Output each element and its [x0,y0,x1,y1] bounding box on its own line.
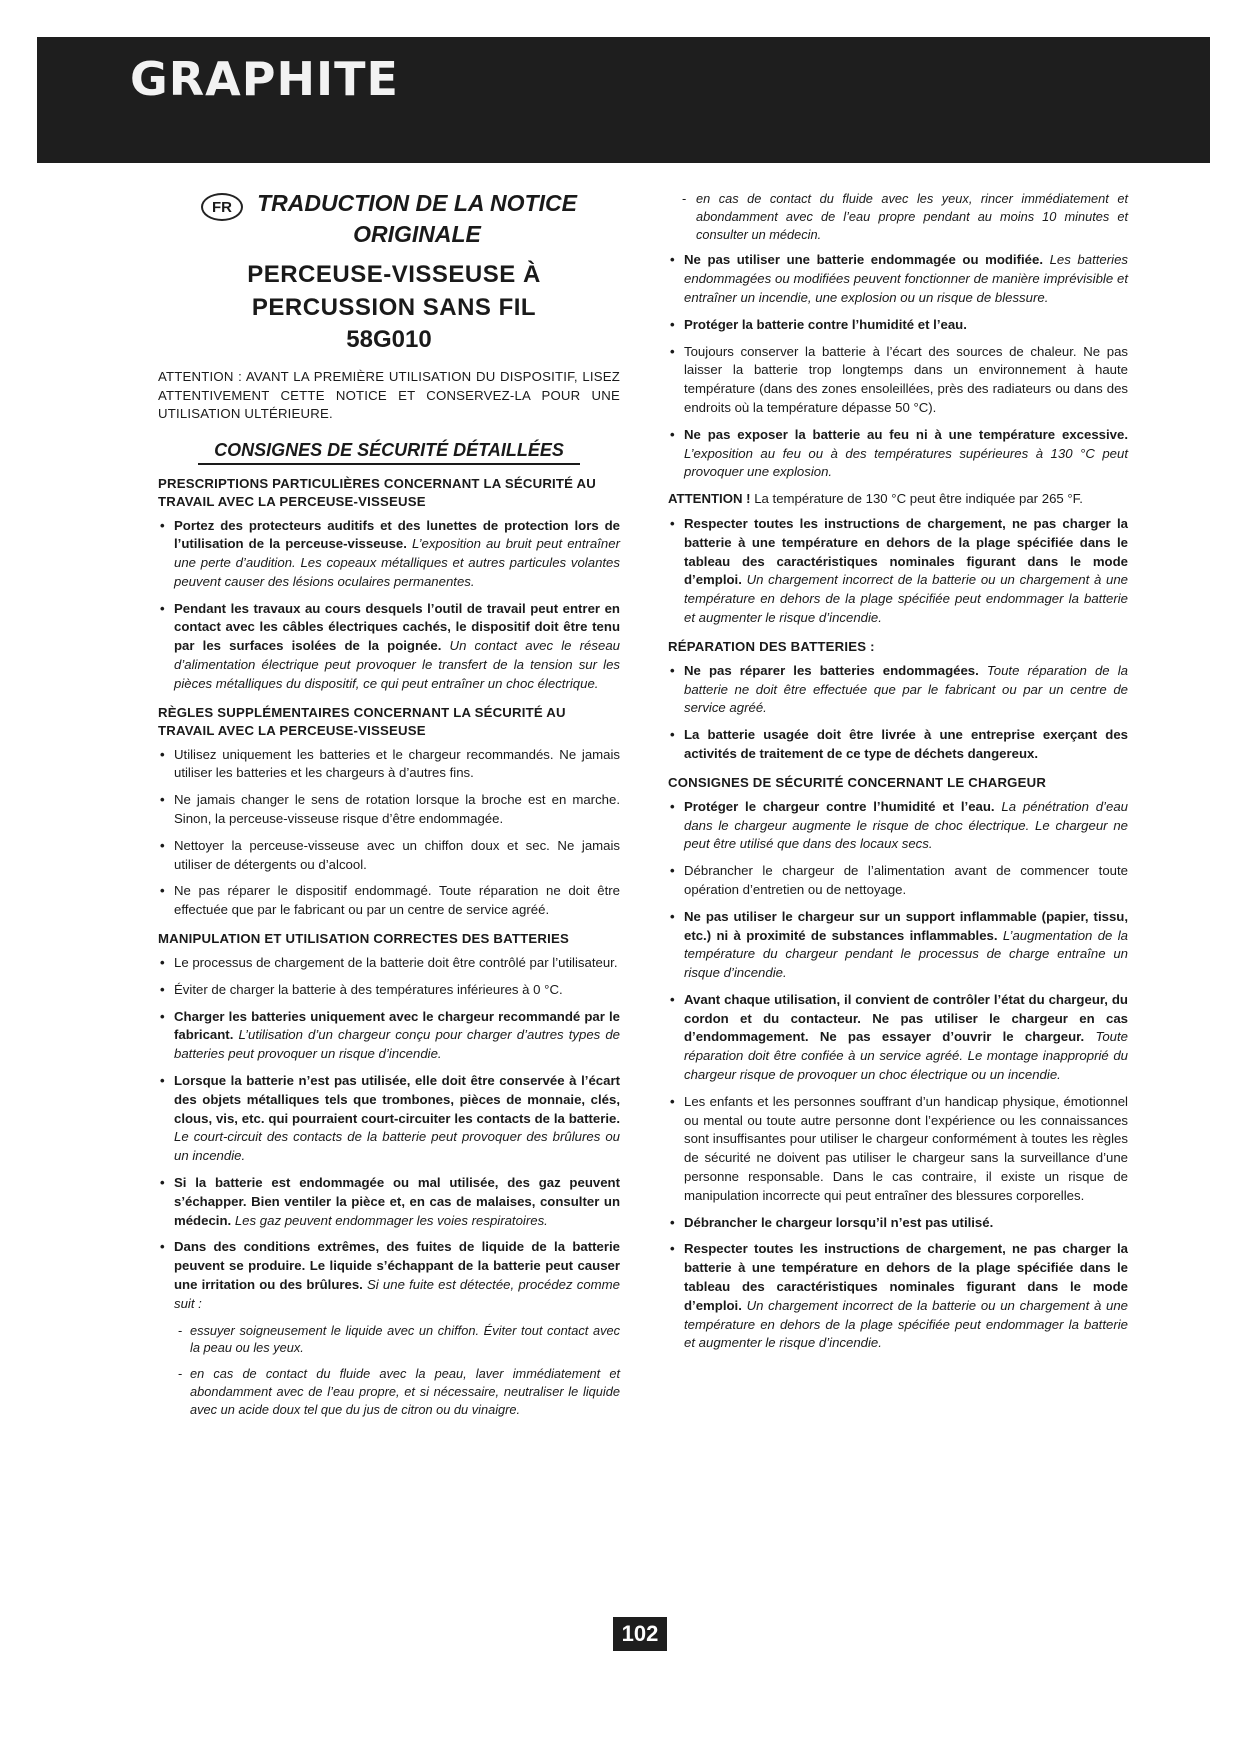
heading-charger: CONSIGNES DE SÉCURITÉ CONCERNANT LE CHARGEUR [668,774,1047,790]
right-column [668,186,1128,1361]
section-title: CONSIGNES DE SÉCURITÉ DÉTAILLÉES [198,440,580,465]
heading-repair: RÉPARATION DES BATTERIES : [668,638,875,654]
list-item: • Protéger la batterie contre l’humidité et l’eau. [668,316,1128,335]
left-column [158,188,620,1427]
heading-regles: RÈGLES SUPPLÉMENTAIRES CONCERNANT LA SÉCURITÉ AU TRAVAIL AVEC LA PERCEUSE-VISSEUSE [158,704,566,738]
list-item: • Ne pas utiliser le chargeur sur un support inflammable (papier, tissu, etc.) ni à proximité de substances inflammables. L’augmentation de la température du chargeur pendant le processus de charge entraîne un risque d’incendie. [668,908,1128,983]
list-item: • Le processus de chargement de la batterie doit être contrôlé par l’utilisateur. [158,954,620,973]
model-number: 58G010 [346,326,432,353]
list-item: • Lorsque la batterie n’est pas utilisée, elle doit être conservée à l’écart des objets métalliques tels que trombones, pièces de monnaie, clés, clous, vis, etc. qui pourraient court-circuiter les contacts de la batterie. Le court-circuit des contacts de la batterie peut provoquer des brûlures ou un incendie. [158,1072,620,1166]
list-repair [668,662,1128,764]
list-battery-safety [668,251,1128,482]
list-item: • Nettoyer la perceuse-visseuse avec un chiffon doux et sec. Ne jamais utiliser de détergents ou d’alcool. [158,837,620,875]
list-leak-steps [158,1322,620,1419]
list-item: • Portez des protecteurs auditifs et des lunettes de protection lors de l’utilisation de la perceuse-visseuse. L’exposition au bruit peut entraîner une perte d’audition. Les copeaux métalliques et autres particules volantes peuvent causer des lésions oculaires permanentes. [158,517,620,592]
intro-warning: ATTENTION : AVANT LA PREMIÈRE UTILISATION DU DISPOSITIF, LISEZ ATTENTIVEMENT CETTE NOTICE ET CONSERVEZ-LA POUR UNE UTILISATION ULTÉRIEURE. [158,369,620,421]
list-item: • Ne pas exposer la batterie au feu ni à une température excessive. L’exposition au feu ou à des températures supérieures à 130 °C peut provoquer une explosion. [668,426,1128,482]
list-manipulation [158,954,620,1314]
page-number: 102 [613,1617,667,1651]
list-regles [158,746,620,920]
translation-title: TRADUCTION DE LA NOTICE ORIGINALE [257,190,577,247]
list-prescriptions [158,517,620,694]
heading-prescriptions: PRESCRIPTIONS PARTICULIÈRES CONCERNANT LA SÉCURITÉ AU TRAVAIL AVEC LA PERCEUSE-VISSEUSE [158,475,596,509]
list-item: - essuyer soigneusement le liquide avec un chiffon. Éviter tout contact avec la peau ou les yeux. [158,1322,620,1358]
brand-logo: GRAPHITE [130,52,399,106]
list-item: • Protéger le chargeur contre l’humidité et l’eau. La pénétration d’eau dans le chargeur augmente le risque de choc électrique. Le chargeur ne peut être utilisé que dans des locaux secs. [668,798,1128,854]
list-leak-steps-cont [668,190,1128,243]
list-item: • Ne pas réparer le dispositif endommagé. Toute réparation ne doit être effectuée que par le fabricant ou par un centre de service agréé. [158,882,620,920]
list-item: • Avant chaque utilisation, il convient de contrôler l’état du chargeur, du cordon et du contacteur. Ne pas utiliser le chargeur en cas d’endommagement. Ne pas essayer d’ouvrir le chargeur. Toute réparation doit être confiée à un service agréé. Le montage inapproprié du chargeur risque de provoquer un choc électrique ou un incendie. [668,991,1128,1085]
list-item: • Débrancher le chargeur lorsqu’il n’est pas utilisé. [668,1214,1128,1233]
list-item: • Respecter toutes les instructions de chargement, ne pas charger la batterie à une température en dehors de la plage spécifiée dans le tableau des caractéristiques nominales figurant dans le mode d’emploi. Un chargement incorrect de la batterie ou un chargement à une température en dehors de la plage spécifiée peut endommager la batterie et augmenter le risque d’incendie. [668,1240,1128,1353]
list-item: • Charger les batteries uniquement avec le chargeur recommandé par le fabricant. L’utilisation d’un chargeur conçu pour charger d’autres types de batteries peut provoquer un risque d’incendie. [158,1008,620,1064]
list-charging [668,515,1128,628]
list-item: • Les enfants et les personnes souffrant d’un handicap physique, émotionnel ou mental ou toute autre personne dont l’expérience ou les connaissances sont insuffisantes pour utiliser le chargeur conformément à toutes les règles de sécurité ne doivent pas utiliser le chargeur sans la surveillance d’une personne responsable. Dans le cas contraire, il existe un risque de manipulation incorrecte qui peut entraîner des blessures corporelles. [668,1093,1128,1206]
heading-manipulation: MANIPULATION ET UTILISATION CORRECTES DES BATTERIES [158,931,569,947]
title-block [158,188,620,250]
attention-note: ATTENTION ! La température de 130 °C peut être indiquée par 265 °F. [668,491,1083,507]
list-item: • Dans des conditions extrêmes, des fuites de liquide de la batterie peuvent se produire. Le liquide s’échappant de la batterie peut causer une irritation ou des brûlures. Si une fuite est détectée, procédez comme suit : [158,1238,620,1313]
list-item: • Ne pas réparer les batteries endommagées. Toute réparation de la batterie ne doit être effectuée que par le fabricant ou par un centre de service agréé. [668,662,1128,718]
list-item: • Éviter de charger la batterie à des températures inférieures à 0 °C. [158,981,620,1000]
list-item: • Pendant les travaux au cours desquels l’outil de travail peut entrer en contact avec les câbles électriques cachés, le dispositif doit être tenu par les surfaces isolées de la poignée. Un contact avec le réseau d’alimentation électrique peut provoquer le transfert de la tension sur les pièces métalliques du dispositif, ce qui peut entraîner un choc électrique. [158,600,620,694]
list-item: • Respecter toutes les instructions de chargement, ne pas charger la batterie à une température en dehors de la plage spécifiée dans le tableau des caractéristiques nominales figurant dans le mode d’emploi. Un chargement incorrect de la batterie ou un chargement à une température en dehors de la plage spécifiée peut endommager la batterie et augmenter le risque d’incendie. [668,515,1128,628]
list-item: • Débrancher le chargeur de l’alimentation avant de commencer toute opération d’entretien ou de nettoyage. [668,862,1128,900]
list-item: • La batterie usagée doit être livrée à une entreprise exerçant des activités de traitement de ce type de déchets dangereux. [668,726,1128,764]
list-item: • Utilisez uniquement les batteries et le chargeur recommandés. Ne jamais utiliser les batteries et les chargeurs à d’autres fins. [158,746,620,784]
list-item: • Toujours conserver la batterie à l’écart des sources de chaleur. Ne pas laisser la batterie trop longtemps dans un environnement à haute température (dans des zones ensoleillées, près des radiateurs ou dans des endroits où la température dépasse 50 °C). [668,343,1128,418]
list-item: • Si la batterie est endommagée ou mal utilisée, des gaz peuvent s’échapper. Bien ventiler la pièce et, en cas de malaises, consulter un médecin. Les gaz peuvent endommager les voies respiratoires. [158,1174,620,1230]
list-charger [668,798,1128,1354]
list-item: • Ne jamais changer le sens de rotation lorsque la broche est en marche. Sinon, la perceuse-visseuse risque d’être endommagée. [158,791,620,829]
product-title: PERCEUSE-VISSEUSE À PERCUSSION SANS FIL [247,261,541,321]
list-item: - en cas de contact du fluide avec la peau, laver immédiatement et abondamment avec de l’eau propre, et si nécessaire, neutraliser le liquide avec un acide doux tel que du jus de citron ou du vinaigre. [158,1365,620,1418]
list-item: - en cas de contact du fluide avec les yeux, rincer immédiatement et abondamment avec de l’eau propre pendant au moins 10 minutes et consulter un médecin. [668,190,1128,243]
list-item: • Ne pas utiliser une batterie endommagée ou modifiée. Les batteries endommagées ou modifiées peuvent fonctionner de manière imprévisible et entraîner un incendie, une explosion ou un risque de blessure. [668,251,1128,307]
language-badge: FR [201,193,243,221]
